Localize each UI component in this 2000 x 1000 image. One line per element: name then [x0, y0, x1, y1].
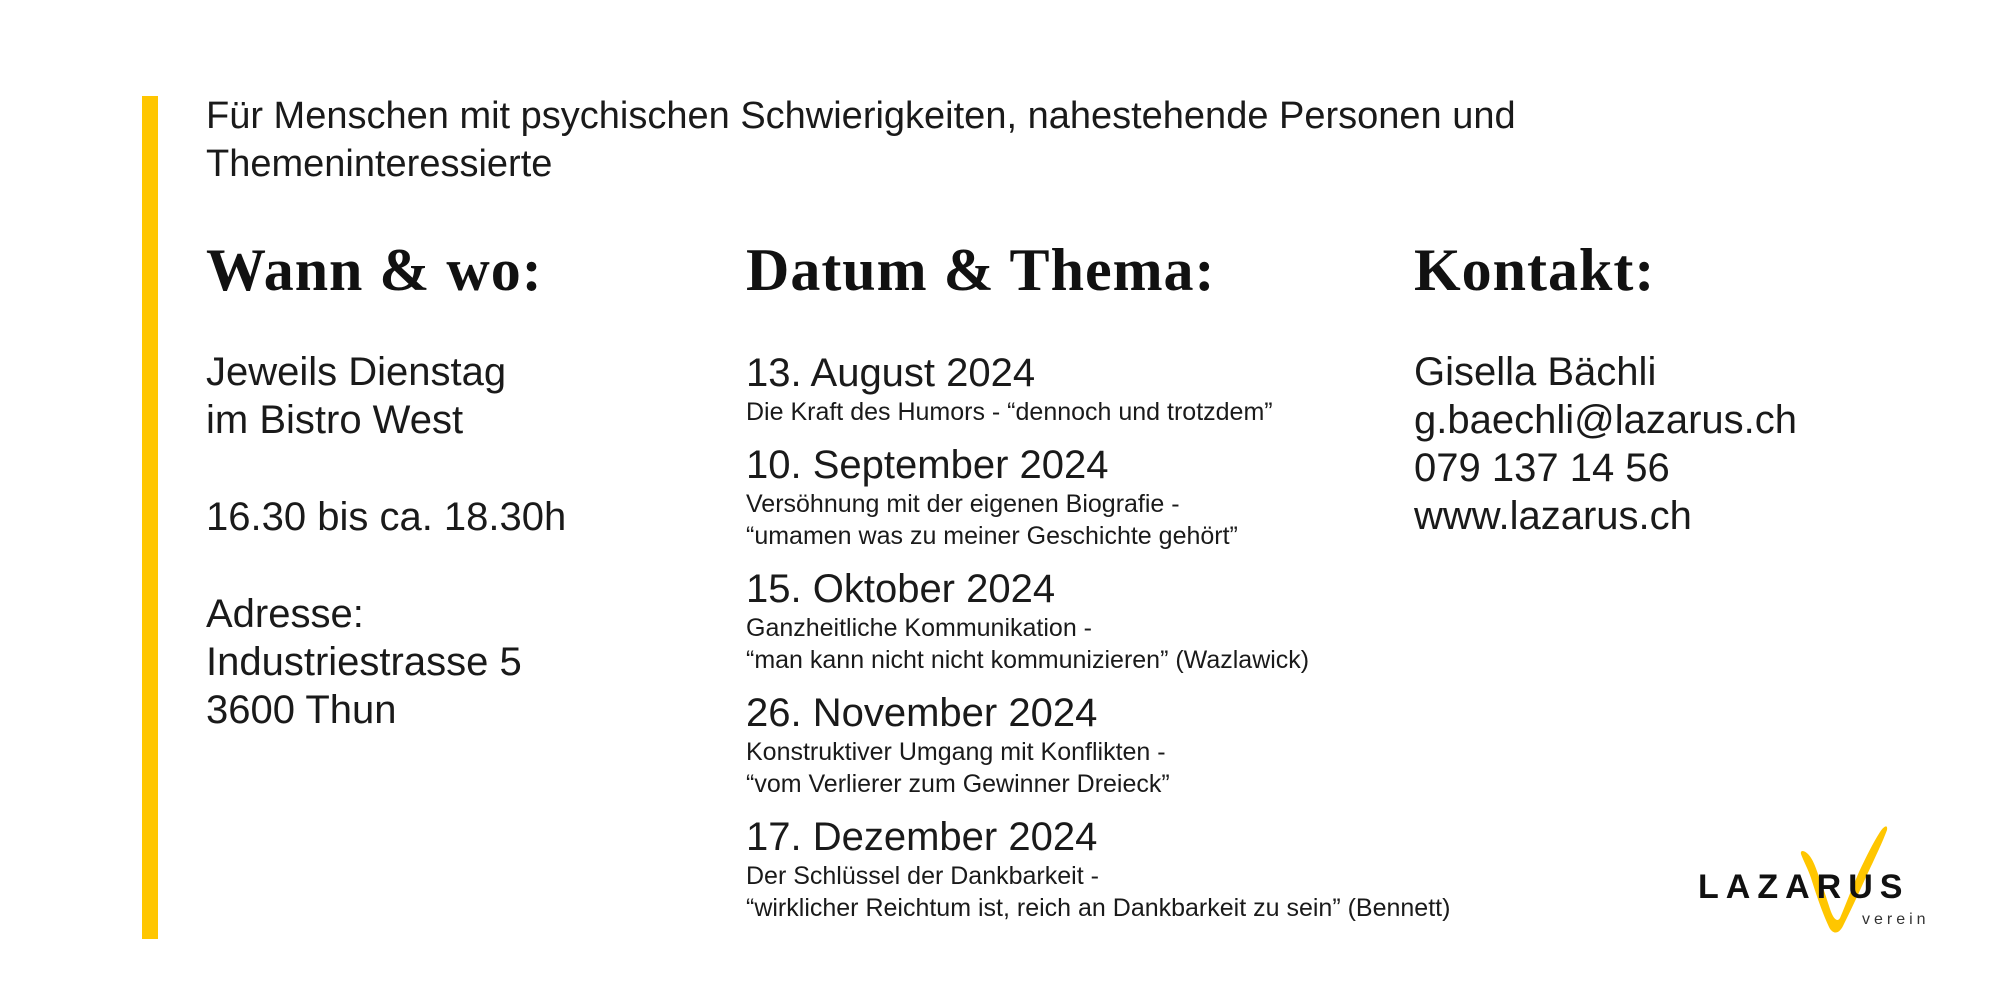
contact-email[interactable]: g.baechli@lazarus.ch	[1414, 398, 1798, 442]
event-item	[746, 814, 1746, 924]
logo-wordmark: LAZARUS	[1698, 868, 1910, 906]
event-date: 10. September 2024	[746, 443, 1109, 487]
when-where-heading: Wann & wo:	[206, 237, 543, 303]
contact-name: Gisella Bächli	[1414, 350, 1657, 394]
event-topic: Der Schlüssel der Dankbarkeit -	[746, 862, 1099, 890]
event-item	[746, 690, 1746, 800]
intro-text	[206, 92, 1806, 188]
event-quote: “man kann nicht nicht kommunizieren” (Wazlawick)	[746, 646, 1310, 674]
event-topic: Die Kraft des Humors - “dennoch und trotzdem”	[746, 398, 1273, 426]
event-topic: Ganzheitliche Kommunikation -	[746, 614, 1092, 642]
address-block	[206, 590, 522, 734]
event-date: 26. November 2024	[746, 691, 1098, 735]
event-quote: “wirklicher Reichtum ist, reich an Dankbarkeit zu sein” (Bennett)	[746, 894, 1451, 922]
schedule-text	[206, 348, 506, 444]
contact-block	[1414, 348, 1797, 540]
dates-heading: Datum & Thema:	[746, 237, 1216, 303]
contact-heading: Kontakt:	[1414, 237, 1656, 303]
logo-subtitle: verein	[1862, 911, 1930, 928]
time-text: 16.30 bis ca. 18.30h	[206, 495, 567, 539]
event-date: 17. Dezember 2024	[746, 815, 1098, 859]
event-item	[746, 566, 1746, 676]
intro-line-1: Für Menschen mit psychischen Schwierigkeiten, nahestehende Personen und	[206, 95, 1516, 137]
address-city: 3600 Thun	[206, 688, 397, 732]
contact-phone[interactable]: 079 137 14 56	[1414, 446, 1670, 490]
event-date: 13. August 2024	[746, 351, 1036, 395]
lazarus-logo	[1690, 808, 1940, 938]
address-label: Adresse:	[206, 592, 364, 636]
address-street: Industriestrasse 5	[206, 640, 522, 684]
event-date: 15. Oktober 2024	[746, 567, 1056, 611]
event-topic: Versöhnung mit der eigenen Biografie -	[746, 490, 1180, 518]
event-topic: Konstruktiver Umgang mit Konflikten -	[746, 738, 1166, 766]
event-quote: “umamen was zu meiner Geschichte gehört”	[746, 522, 1238, 550]
accent-bar	[142, 96, 158, 939]
schedule-line-2: im Bistro West	[206, 398, 464, 442]
event-quote: “vom Verlierer zum Gewinner Dreieck”	[746, 770, 1170, 798]
schedule-line-1: Jeweils Dienstag	[206, 350, 507, 394]
intro-line-2: Themeninteressierte	[206, 143, 553, 185]
contact-website[interactable]: www.lazarus.ch	[1414, 494, 1692, 538]
